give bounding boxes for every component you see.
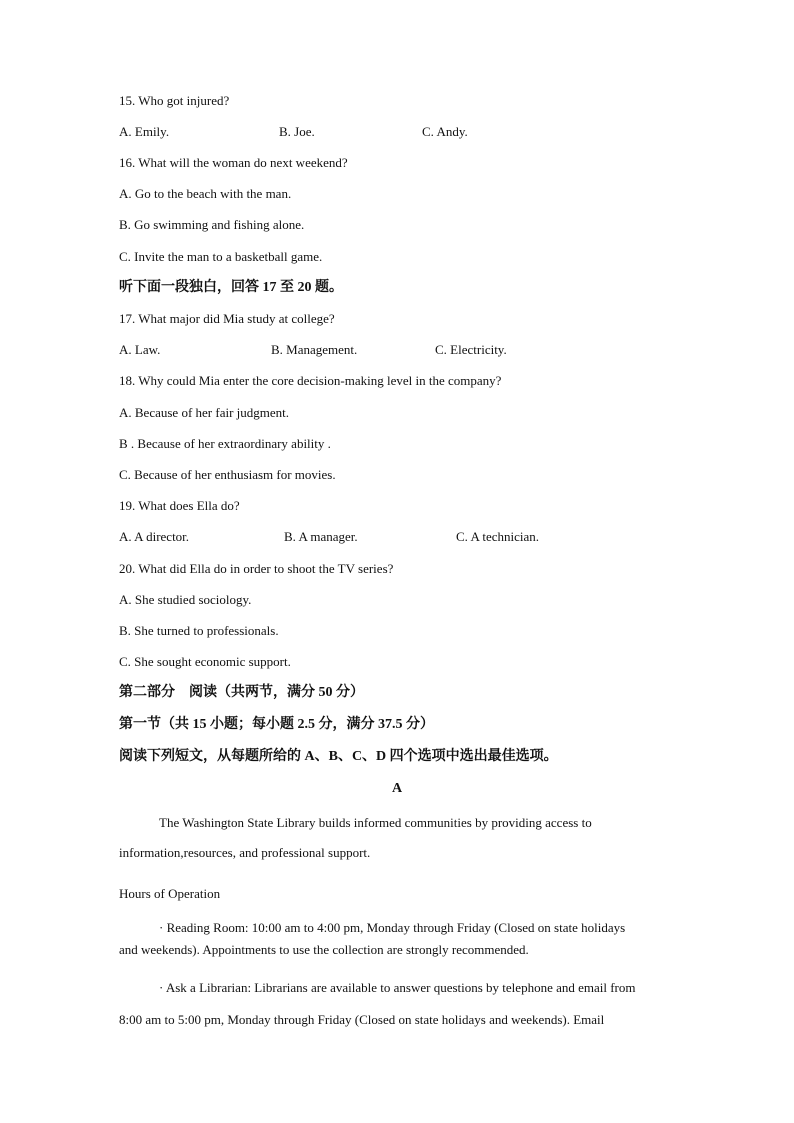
q17-option-b: B. Management. <box>271 342 358 357</box>
q17-option-c: C. Electricity. <box>435 342 507 357</box>
q20-option-c: C. She sought economic support. <box>119 654 291 669</box>
q16-option-c: C. Invite the man to a basketball game. <box>119 249 323 264</box>
part2-heading: 第二部分 阅读（共两节，满分 50 分） <box>119 685 364 700</box>
q20-option-a: A. She studied sociology. <box>119 592 252 607</box>
question-15: 15. Who got injured? <box>119 93 230 108</box>
reading-room-line-2: and weekends). Appointments to use the collection are strongly recommended. <box>119 942 529 957</box>
question-17: 17. What major did Mia study at college? <box>119 311 335 326</box>
q18-option-b: B . Because of her extraordinary ability . <box>119 436 331 451</box>
monologue-instruction: 听下面一段独白，回答 17 至 20 题。 <box>119 280 343 295</box>
q16-option-a: A. Go to the beach with the man. <box>119 186 292 201</box>
hours-heading: Hours of Operation <box>119 886 221 901</box>
q15-option-c: C. Andy. <box>422 124 468 139</box>
intro-line-2: information,resources, and professional support. <box>119 845 371 860</box>
intro-line-1: The Washington State Library builds informed communities by providing access to <box>159 815 592 830</box>
part2-section-heading: 第一节（共 15 小题；每小题 2.5 分，满分 37.5 分） <box>119 717 434 732</box>
q19-option-c: C. A technician. <box>456 529 540 544</box>
q18-option-c: C. Because of her enthusiasm for movies. <box>119 467 336 482</box>
q17-option-a: A. Law. <box>119 342 161 357</box>
question-16: 16. What will the woman do next weekend? <box>119 155 348 170</box>
passage-letter: A <box>391 781 403 796</box>
q18-option-a: A. Because of her fair judgment. <box>119 405 290 420</box>
librarian-line-2: 8:00 am to 5:00 pm, Monday through Friday (Closed on state holidays and weekends). Email <box>119 1012 605 1027</box>
q15-option-b: B. Joe. <box>279 124 315 139</box>
q19-option-b: B. A manager. <box>284 529 358 544</box>
question-19: 19. What does Ella do? <box>119 498 240 513</box>
q20-option-b: B. She turned to professionals. <box>119 623 279 638</box>
question-18: 18. Why could Mia enter the core decision-making level in the company? <box>119 373 502 388</box>
q19-option-a: A. A director. <box>119 529 190 544</box>
part2-instruction: 阅读下列短文，从每题所给的 A、B、C、D 四个选项中选出最佳选项。 <box>119 749 558 764</box>
q16-option-b: B. Go swimming and fishing alone. <box>119 217 305 232</box>
question-20: 20. What did Ella do in order to shoot the TV series? <box>119 561 394 576</box>
librarian-line-1: · Ask a Librarian: Librarians are available to answer questions by telephone and email from <box>159 980 636 995</box>
q15-option-a: A. Emily. <box>119 124 170 139</box>
reading-room-line-1: · Reading Room: 10:00 am to 4:00 pm, Monday through Friday (Closed on state holidays <box>159 920 626 935</box>
